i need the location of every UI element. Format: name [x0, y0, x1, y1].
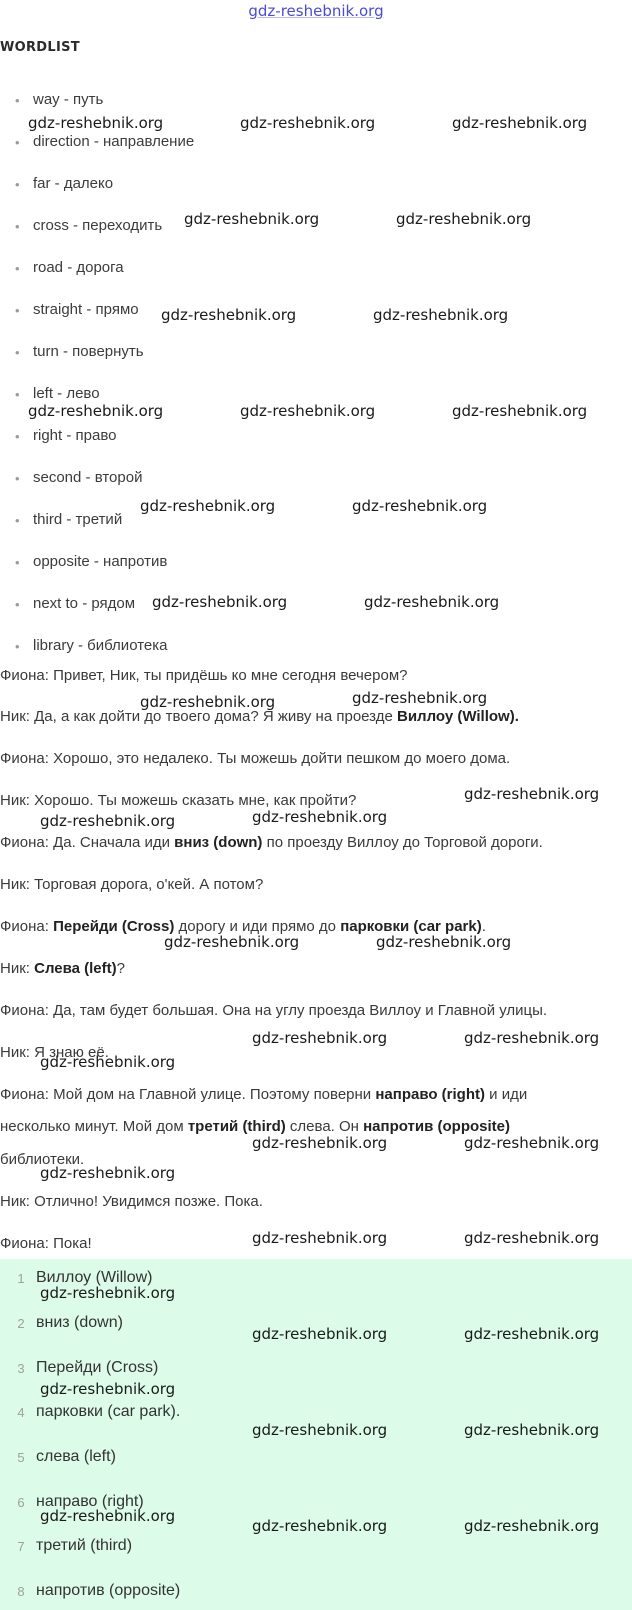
word-text: library - библиотека	[33, 637, 168, 654]
dialogue-text: Фиона: Хорошо, это недалеко. Ты можешь дойти пешком до моего дома.	[0, 750, 511, 767]
bullet-icon: •	[15, 387, 20, 402]
watermark: gdz-reshebnik.org	[140, 693, 276, 711]
list-item	[0, 340, 632, 382]
list-item	[0, 214, 632, 256]
dialogue-line	[0, 1042, 632, 1064]
watermark: gdz-reshebnik.org	[352, 497, 488, 515]
answer-row	[0, 1403, 632, 1427]
word-text: way - путь	[33, 91, 104, 108]
watermark: gdz-reshebnik.org	[240, 402, 376, 420]
dialogue-line	[0, 665, 632, 687]
answer-text: парковки (car park).	[36, 1403, 181, 1420]
watermark: gdz-reshebnik.org	[464, 1229, 600, 1247]
watermark: gdz-reshebnik.org	[252, 1029, 388, 1047]
dialogue-line	[0, 1149, 632, 1171]
word-text: road - дорога	[33, 259, 124, 276]
watermark: gdz-reshebnik.org	[452, 114, 588, 132]
word-text: opposite - напротив	[33, 553, 168, 570]
list-item	[0, 88, 632, 130]
dialogue-text: дорогу и иди прямо до	[174, 918, 341, 935]
dialogue-text: ?	[116, 960, 125, 977]
list-item	[0, 550, 632, 592]
dialogue-text: Ник: Отлично! Увидимся позже. Пока.	[0, 1193, 263, 1210]
watermark: gdz-reshebnik.org	[28, 402, 164, 420]
dialogue-keyword: направо (right)	[375, 1086, 485, 1103]
watermark: gdz-reshebnik.org	[184, 210, 320, 228]
wordlist-heading: WORDLIST	[0, 40, 80, 55]
dialogue-line	[0, 874, 632, 896]
word-text: next to - рядом	[33, 595, 136, 612]
answer-text: напротив (opposite)	[36, 1582, 181, 1599]
dialogue-line	[0, 706, 632, 728]
answer-number: 2	[17, 1316, 25, 1331]
dialogue-text: по проезду Виллоу до Торговой дороги.	[262, 834, 543, 851]
watermark: gdz-reshebnik.org	[464, 1134, 600, 1152]
word-text: second - второй	[33, 469, 143, 486]
answer-row	[0, 1537, 632, 1561]
dialogue-line	[0, 1116, 632, 1138]
watermark: gdz-reshebnik.org	[28, 114, 164, 132]
dialogue-text: Ник: Да, а как дойти до твоего дома? Я живу на проезде	[0, 708, 397, 725]
dialogue-line	[0, 1233, 632, 1255]
list-item	[0, 172, 632, 214]
dialogue-text: Ник: Хорошо. Ты можешь сказать мне, как пройти?	[0, 792, 357, 809]
dialogue-text: и иди	[485, 1086, 528, 1103]
answer-row	[0, 1448, 632, 1472]
answer-text: направо (right)	[36, 1493, 144, 1510]
watermark: gdz-reshebnik.org	[252, 1517, 388, 1535]
dialogue-line	[0, 832, 632, 854]
watermark: gdz-reshebnik.org	[252, 808, 388, 826]
watermark: gdz-reshebnik.org	[464, 1517, 600, 1535]
dialogue-text: Фиона: Пока!	[0, 1235, 92, 1252]
dialogue-keyword: третий (third)	[187, 1118, 286, 1135]
answer-row	[0, 1582, 632, 1606]
answer-number: 7	[17, 1539, 25, 1554]
watermark: gdz-reshebnik.org	[376, 933, 512, 951]
watermark: gdz-reshebnik.org	[396, 210, 532, 228]
word-text: direction - направление	[33, 133, 195, 150]
watermark: gdz-reshebnik.org	[252, 1134, 388, 1152]
list-item	[0, 592, 632, 634]
answers-box	[0, 1259, 632, 1610]
watermark: gdz-reshebnik.org	[352, 689, 488, 707]
answer-text: Перейди (Cross)	[36, 1359, 159, 1376]
dialogue-line	[0, 748, 632, 770]
answer-number: 5	[17, 1450, 25, 1465]
dialogue-text: несколько минут. Мой дом	[0, 1118, 188, 1135]
watermark: gdz-reshebnik.org	[252, 1421, 388, 1439]
dialogue-keyword: Перейди (Cross)	[53, 918, 175, 935]
word-text: turn - повернуть	[33, 343, 144, 360]
watermark: gdz-reshebnik.org	[373, 306, 509, 324]
dialogue-line	[0, 790, 632, 812]
bullet-icon: •	[15, 513, 20, 528]
watermark: gdz-reshebnik.org	[364, 593, 500, 611]
list-item	[0, 466, 632, 508]
watermark: gdz-reshebnik.org	[161, 306, 297, 324]
word-list	[0, 88, 632, 676]
dialogue-keyword: вниз (down)	[174, 834, 263, 851]
dialogue-line	[0, 1191, 632, 1213]
dialogue-keyword: Виллоу (Willow)	[396, 708, 515, 725]
word-text: right - право	[33, 427, 117, 444]
dialogue-text: Фиона: Да. Сначала иди	[0, 834, 175, 851]
watermark: gdz-reshebnik.org	[40, 812, 176, 830]
bullet-icon: •	[15, 345, 20, 360]
word-text: left - лево	[33, 385, 100, 402]
bullet-icon: •	[15, 597, 20, 612]
dialogue-text: .	[481, 918, 486, 935]
dialogue-text: Ник: Я знаю её.	[0, 1044, 109, 1061]
bullet-icon: •	[15, 177, 20, 192]
list-item	[0, 298, 632, 340]
watermark: gdz-reshebnik.org	[464, 1029, 600, 1047]
watermark: gdz-reshebnik.org	[40, 1164, 176, 1182]
dialogue-text: Фиона: Мой дом на Главной улице. Поэтому поверни	[0, 1086, 376, 1103]
word-text: cross - переходить	[33, 217, 163, 234]
watermark: gdz-reshebnik.org	[240, 114, 376, 132]
list-item	[0, 382, 632, 424]
answer-row	[0, 1314, 632, 1338]
list-item	[0, 508, 632, 550]
dialogue-text: Фиона: Привет, Ник, ты придёшь ко мне сегодня вечером?	[0, 667, 408, 684]
list-item	[0, 424, 632, 466]
dialogue-line	[0, 1000, 632, 1022]
answer-row	[0, 1269, 632, 1293]
answer-text: третий (third)	[36, 1537, 133, 1554]
bullet-icon: •	[15, 555, 20, 570]
bullet-icon: •	[15, 639, 20, 654]
dialogue-line	[0, 958, 632, 980]
dialogue-text: Фиона:	[0, 918, 54, 935]
watermark: gdz-reshebnik.org	[252, 1229, 388, 1247]
answer-text: вниз (down)	[36, 1314, 123, 1331]
watermark: gdz-reshebnik.org	[140, 497, 276, 515]
watermark: gdz-reshebnik.org	[252, 1325, 388, 1343]
dialogue-text: Ник: Торговая дорога, о'кей. А потом?	[0, 876, 264, 893]
watermark: gdz-reshebnik.org	[40, 1284, 176, 1302]
word-text: straight - прямо	[33, 301, 139, 318]
watermark: gdz-reshebnik.org	[40, 1380, 176, 1398]
dialogue-keyword: Слева (left)	[34, 960, 117, 977]
answer-number: 3	[17, 1361, 25, 1376]
word-text: third - третий	[33, 511, 123, 528]
answer-row	[0, 1359, 632, 1383]
watermark: gdz-reshebnik.org	[464, 1325, 600, 1343]
bullet-icon: •	[15, 261, 20, 276]
watermark: gdz-reshebnik.org	[40, 1053, 176, 1071]
list-item	[0, 130, 632, 172]
answer-number: 8	[17, 1584, 25, 1599]
watermark: gdz-reshebnik.org	[464, 1421, 600, 1439]
site-header-link[interactable]: gdz-reshebnik.org	[248, 2, 384, 20]
bullet-icon: •	[15, 471, 20, 486]
dialogue-text: Ник:	[0, 960, 35, 977]
watermark: gdz-reshebnik.org	[452, 402, 588, 420]
watermark: gdz-reshebnik.org	[152, 593, 288, 611]
dialogue-keyword: напротив (opposite)	[363, 1118, 510, 1135]
watermark: gdz-reshebnik.org	[40, 1507, 176, 1525]
answer-number: 1	[17, 1271, 25, 1286]
dialogue-line	[0, 1084, 632, 1106]
bullet-icon: •	[15, 219, 20, 234]
answer-text: Виллоу (Willow)	[36, 1269, 153, 1286]
bullet-icon: •	[15, 429, 20, 444]
dialogue-text: .	[514, 708, 519, 725]
word-text: far - далеко	[33, 175, 114, 192]
dialogue-text: библиотеки.	[0, 1151, 85, 1168]
bullet-icon: •	[15, 135, 20, 150]
answer-text: слева (left)	[36, 1448, 116, 1465]
answer-row	[0, 1493, 632, 1517]
dialogue-keyword: парковки (car park)	[340, 918, 482, 935]
list-item	[0, 256, 632, 298]
bullet-icon: •	[15, 303, 20, 318]
answer-number: 4	[17, 1405, 25, 1420]
dialogue-text: слева. Он	[285, 1118, 364, 1135]
watermark: gdz-reshebnik.org	[164, 933, 300, 951]
watermark: gdz-reshebnik.org	[464, 785, 600, 803]
bullet-icon: •	[15, 93, 20, 108]
dialogue-text: Фиона: Да, там будет большая. Она на углу проезда Виллоу и Главной улицы.	[0, 1002, 548, 1019]
dialogue-line	[0, 916, 632, 938]
answer-number: 6	[17, 1495, 25, 1510]
